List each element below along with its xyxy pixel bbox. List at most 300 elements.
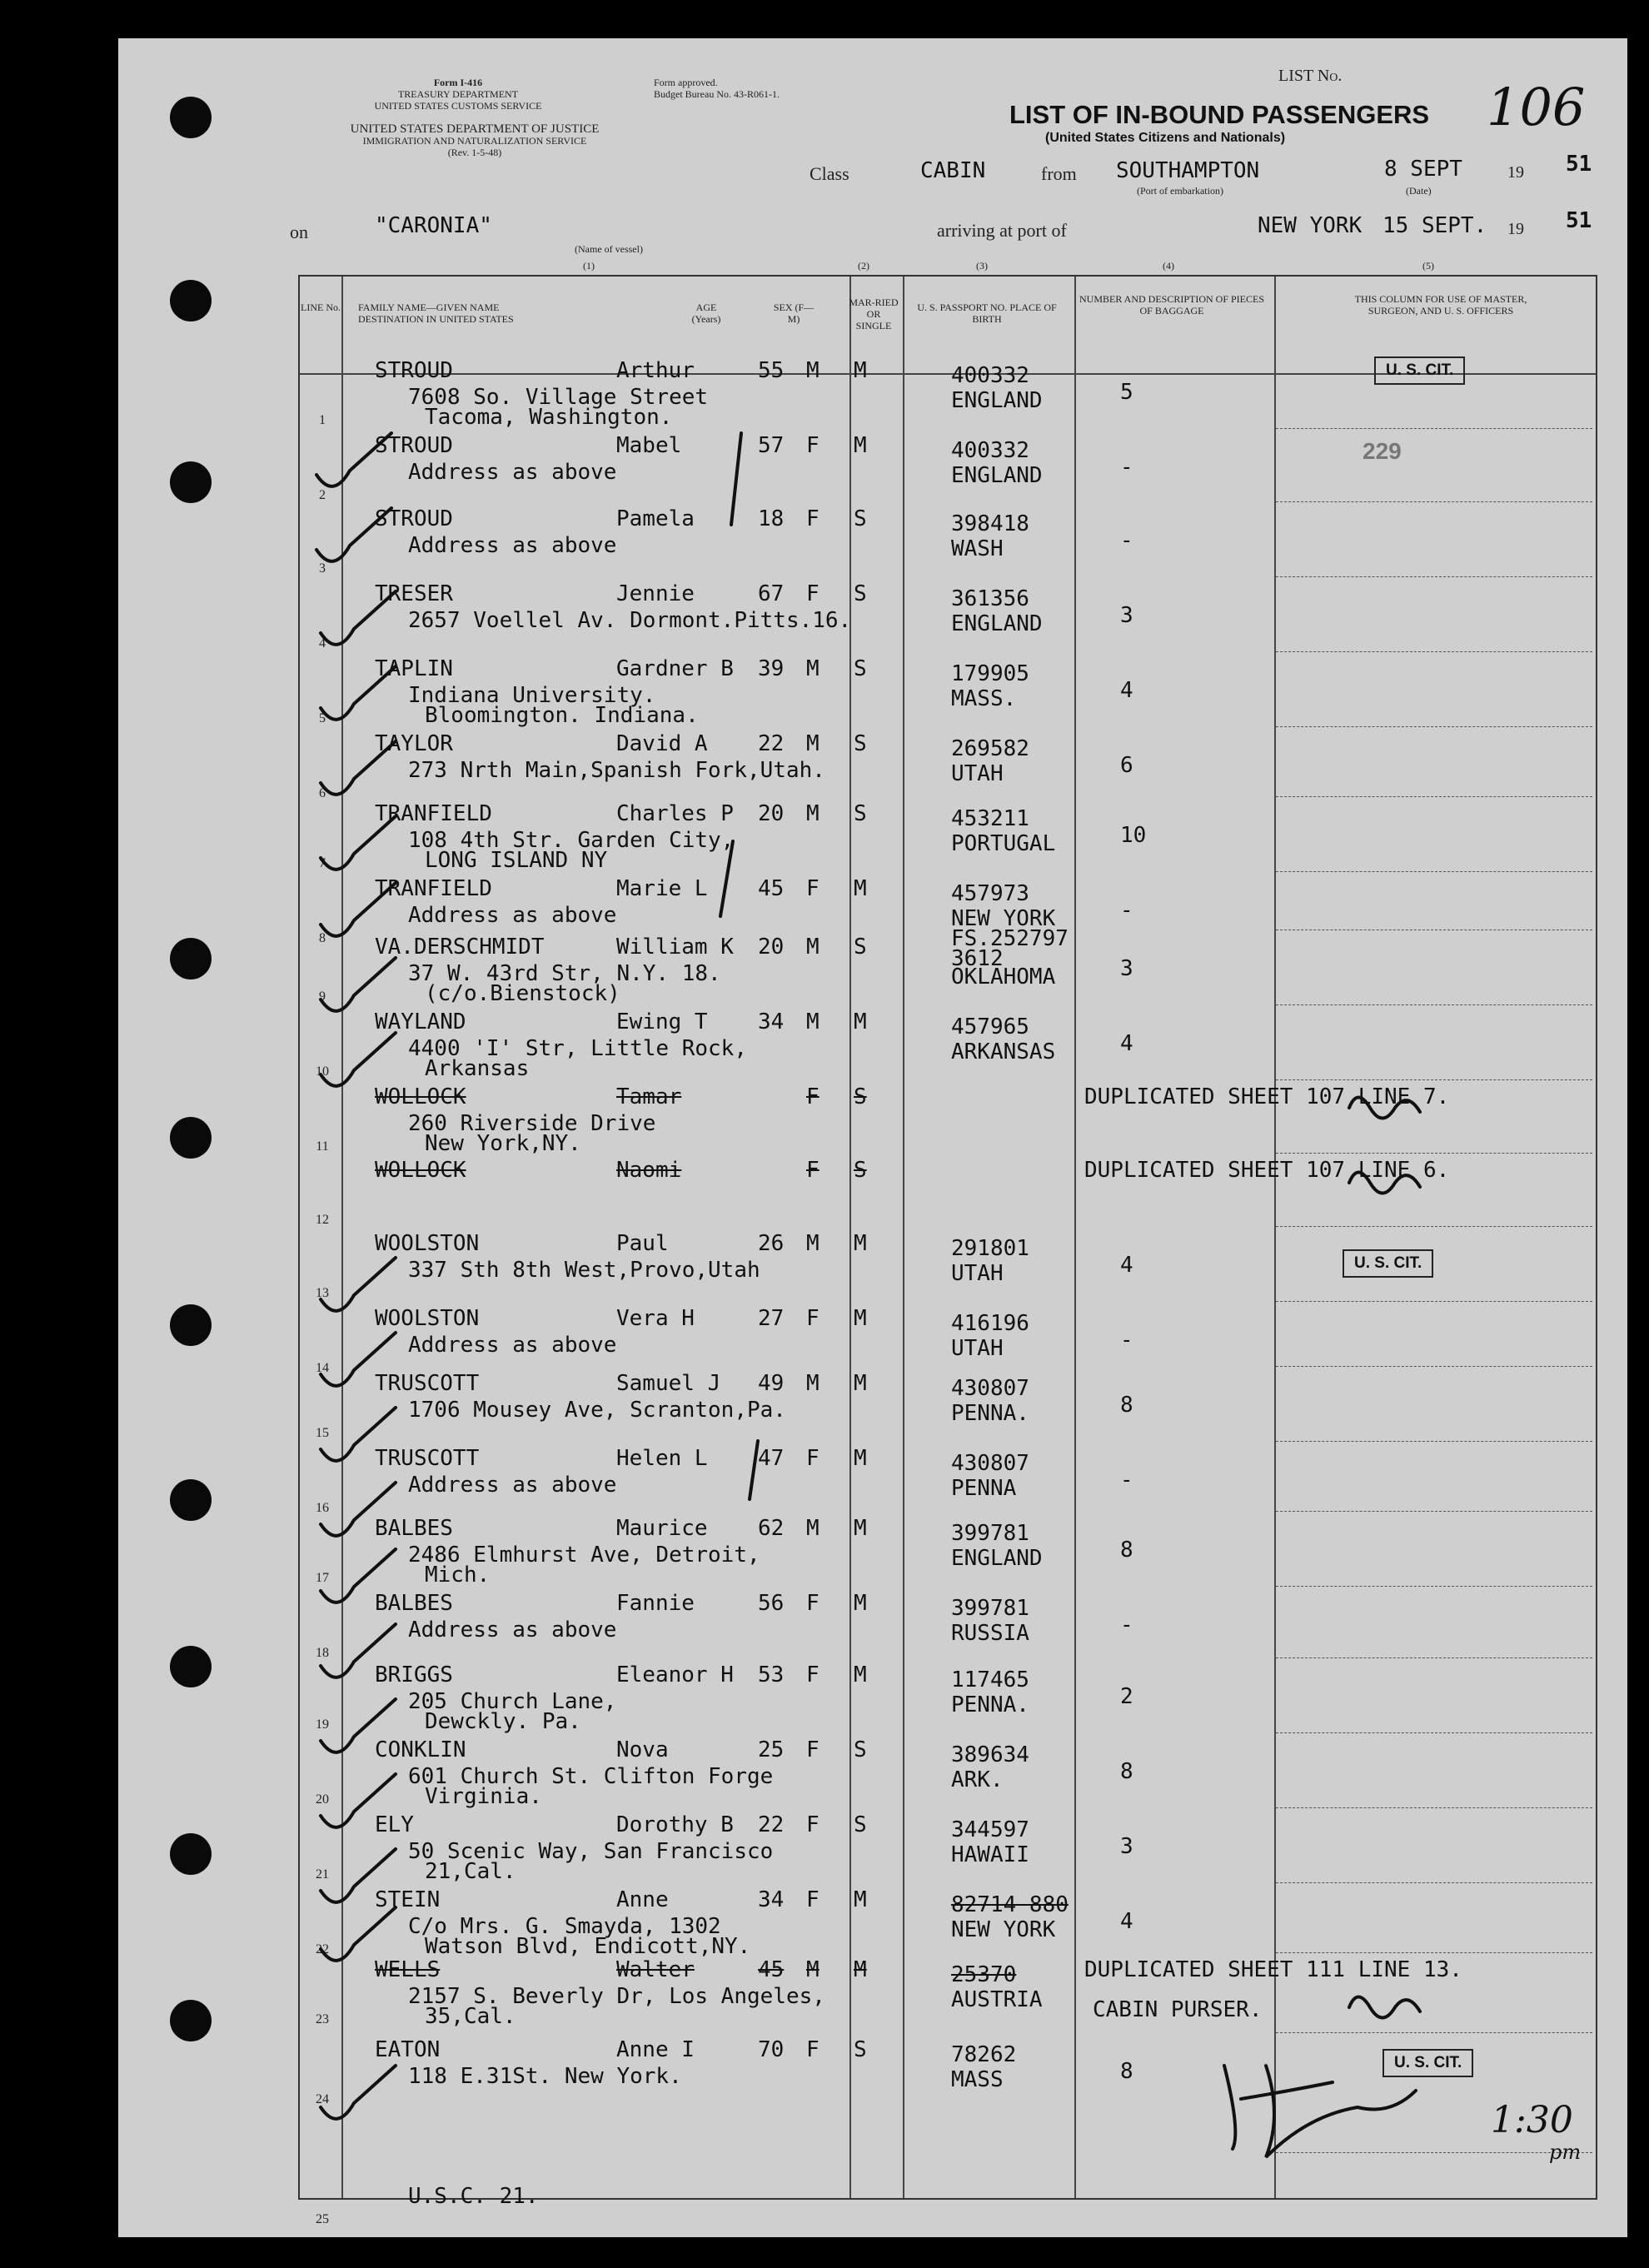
destination-address-line2: Watson Blvd, Endicott,NY.: [425, 1934, 751, 1959]
family-name: WOOLSTON: [375, 1306, 480, 1331]
marital-status: S: [854, 2037, 867, 2062]
departure-year: 51: [1566, 152, 1592, 177]
given-name: Ewing T: [616, 1009, 708, 1034]
arriving-label: arriving at port of: [937, 220, 1067, 241]
check-mark: [321, 1333, 396, 1386]
marital-status: M: [854, 358, 867, 383]
justice-label: UNITED STATES DEPARTMENT OF JUSTICE: [350, 122, 600, 136]
age: 20: [758, 801, 785, 826]
sex: F: [806, 1887, 820, 1912]
marital-status: S: [854, 801, 867, 826]
rev-label: (Rev. 1-5-48): [447, 147, 502, 158]
sex: M: [806, 1231, 820, 1256]
destination-address: C/o Mrs. G. Smayda, 1302: [408, 1914, 721, 1939]
arrival-date: 15 SEPT.: [1382, 213, 1487, 238]
place-of-birth: UTAH: [951, 1336, 1004, 1361]
destination-address-line2: Dewckly. Pa.: [425, 1709, 581, 1734]
line-number: 8: [319, 931, 326, 945]
line-number: 12: [316, 1213, 329, 1227]
family-name: TAYLOR: [375, 731, 453, 756]
baggage-count: 4: [1120, 1031, 1133, 1056]
line-number: 17: [316, 1571, 329, 1585]
place-of-birth: UTAH: [951, 761, 1004, 786]
destination-address: Address as above: [408, 1618, 617, 1642]
marital-status: M: [854, 1591, 867, 1616]
baggage-count: 8: [1120, 1759, 1133, 1784]
marital-status: M: [854, 1231, 867, 1256]
line-number: 13: [316, 1286, 329, 1300]
passport-number: 430807: [951, 1451, 1029, 1476]
sex: F: [806, 1591, 820, 1616]
passport-number: 269582: [951, 736, 1029, 761]
passport-number: 416196: [951, 1311, 1029, 1336]
given-name: Samuel J: [616, 1371, 721, 1396]
passport-number: 457965: [951, 1014, 1029, 1039]
budget-bureau: Budget Bureau No. 43-R061-1.: [654, 88, 780, 100]
destination-address: 601 Church St. Clifton Forge: [408, 1764, 774, 1789]
destination-address: 260 Riverside Drive: [408, 1111, 656, 1136]
col-name: FAMILY NAME—GIVEN NAME DESTINATION IN UNITED STATES: [358, 302, 514, 325]
initials-scribble: [1349, 1997, 1420, 2018]
baggage-count: -: [1120, 455, 1133, 480]
passport-number: 399781: [951, 1596, 1029, 1621]
line-number: 16: [316, 1501, 329, 1515]
check-mark: [321, 816, 396, 870]
us-cit-stamp: U. S. CIT.: [1382, 2049, 1473, 2077]
age: 57: [758, 433, 785, 458]
col-number-2: (2): [858, 260, 869, 272]
place-of-birth: ENGLAND: [951, 611, 1043, 636]
line-number: 15: [316, 1426, 329, 1440]
sex: M: [806, 656, 820, 681]
age: 25: [758, 1737, 785, 1762]
marital-status: M: [854, 1371, 867, 1396]
baggage-count: -: [1120, 528, 1133, 553]
baggage-count: 4: [1120, 1253, 1133, 1278]
baggage-count: 2: [1120, 1684, 1133, 1709]
passport-number: 78262: [951, 2042, 1017, 2067]
marital-status: M: [854, 876, 867, 901]
place-of-birth: WASH: [951, 536, 1004, 561]
col-officers: THIS COLUMN FOR USE OF MASTER, SURGEON, AND U. S. OFFICERS: [1354, 293, 1527, 317]
destination-address-line2: 35,Cal.: [425, 2004, 516, 2029]
sex: F: [806, 876, 820, 901]
place-of-birth: ARK.: [951, 1767, 1004, 1792]
destination-address: 50 Scenic Way, San Francisco: [408, 1839, 774, 1864]
family-name: TRUSCOTT: [375, 1371, 480, 1396]
destination-address: 2157 S. Beverly Dr, Los Angeles,: [408, 1984, 825, 2009]
baggage-count: 3: [1120, 1834, 1133, 1859]
baggage-count: 8: [1120, 2059, 1133, 2084]
passport-number: 453211: [951, 806, 1029, 831]
date-caption: (Date): [1406, 185, 1432, 197]
age: 62: [758, 1516, 785, 1541]
age: 53: [758, 1662, 785, 1687]
sex: M: [806, 358, 820, 383]
family-name: WOLLOCK: [375, 1158, 466, 1183]
check-mark: [321, 1033, 396, 1086]
destination-address-line2: New York,NY.: [425, 1131, 581, 1156]
family-name: ELY: [375, 1812, 414, 1837]
marital-status: S: [854, 935, 867, 960]
baggage-count: -: [1120, 1328, 1133, 1353]
check-mark: [321, 1849, 396, 1902]
marital-status: M: [854, 1887, 867, 1912]
sex: M: [806, 935, 820, 960]
age: 67: [758, 581, 785, 606]
destination-address: 4400 'I' Str, Little Rock,: [408, 1036, 747, 1061]
officer-signature: [1224, 2066, 1416, 2157]
sex: F: [806, 1812, 820, 1837]
initials-scribble: [1349, 1098, 1420, 1119]
check-mark: [316, 433, 391, 486]
baggage-count: -: [1120, 898, 1133, 923]
given-name: Anne: [616, 1887, 669, 1912]
arrival-year-prefix: 19: [1507, 220, 1524, 238]
marital-status: S: [854, 1084, 867, 1109]
check-mark: [321, 1408, 396, 1461]
destination-address-line2: (c/o.Bienstock): [425, 981, 620, 1006]
baggage-count: 8: [1120, 1538, 1133, 1563]
sex: F: [806, 1446, 820, 1471]
family-name: STEIN: [375, 1887, 441, 1912]
place-of-birth: ARKANSAS: [951, 1039, 1056, 1064]
age: 47: [758, 1446, 785, 1471]
col-passport: U. S. PASSPORT NO. PLACE OF BIRTH: [917, 302, 1057, 325]
time-suffix: pm: [1549, 2141, 1582, 2164]
line-number: 7: [319, 856, 326, 870]
marital-status: M: [854, 1516, 867, 1541]
col-baggage: NUMBER AND DESCRIPTION OF PIECES OF BAGGAGE: [1079, 293, 1265, 317]
line-number: 4: [319, 636, 326, 650]
line-number: 21: [316, 1867, 329, 1882]
sex: M: [806, 731, 820, 756]
col-number-5: (5): [1422, 260, 1434, 272]
port-of-embarkation: SOUTHAMPTON: [1116, 158, 1260, 183]
given-name: Marie L: [616, 876, 708, 901]
given-name: Charles P: [616, 801, 734, 826]
class-value: CABIN: [920, 158, 986, 183]
family-name: BALBES: [375, 1516, 453, 1541]
duplicate-note: DUPLICATED SHEET 111 LINE 13.: [1084, 1957, 1462, 1982]
age: 34: [758, 1887, 785, 1912]
place-of-birth: ENGLAND: [951, 463, 1043, 488]
given-name: Dorothy B: [616, 1812, 734, 1837]
marital-status: M: [854, 1446, 867, 1471]
col-line-no: LINE No.: [301, 302, 341, 313]
marital-status: M: [854, 1957, 867, 1982]
passport-number: 82714 880: [951, 1892, 1069, 1917]
family-name: WOOLSTON: [375, 1231, 480, 1256]
age: 45: [758, 876, 785, 901]
form-approved: Form approved.: [654, 77, 718, 88]
given-name: Helen L: [616, 1446, 708, 1471]
sex: F: [806, 506, 820, 531]
place-of-birth: AUSTRIA: [951, 1987, 1043, 2012]
check-mark: [321, 591, 396, 645]
destination-address-line2: LONG ISLAND NY: [425, 848, 608, 873]
place-of-birth: OKLAHOMA: [951, 965, 1056, 989]
destination-address: U.S.C. 21.: [408, 2184, 539, 2209]
pen-stroke: [731, 433, 741, 525]
marital-status: S: [854, 656, 867, 681]
arrival-year: 51: [1566, 208, 1592, 233]
destination-address: Indiana University.: [408, 683, 656, 708]
sex: M: [806, 801, 820, 826]
destination-address: Address as above: [408, 460, 617, 485]
initials-scribble: [1349, 1173, 1420, 1194]
line-number: 6: [319, 786, 326, 800]
given-name: Arthur: [616, 358, 695, 383]
age: 49: [758, 1371, 785, 1396]
departure-year-prefix: 19: [1507, 163, 1524, 182]
vessel-caption: (Name of vessel): [575, 243, 643, 255]
destination-address: 37 W. 43rd Str, N.Y. 18.: [408, 961, 721, 986]
line-number: 1: [319, 413, 326, 427]
place-of-birth: RUSSIA: [951, 1621, 1029, 1646]
marital-status: S: [854, 581, 867, 606]
sex: F: [806, 1662, 820, 1687]
family-name: CONKLIN: [375, 1737, 466, 1762]
line-number: 18: [316, 1646, 329, 1660]
given-name: Eleanor H: [616, 1662, 734, 1687]
age: 27: [758, 1306, 785, 1331]
passport-number: 179905: [951, 661, 1029, 686]
place-of-birth: MASS.: [951, 686, 1017, 711]
treasury-label: TREASURY DEPARTMENT: [397, 88, 519, 100]
place-of-birth: HAWAII: [951, 1842, 1029, 1867]
from-label: from: [1041, 163, 1077, 184]
customs-label: UNITED STATES CUSTOMS SERVICE: [374, 100, 542, 112]
destination-address: 205 Church Lane,: [408, 1689, 617, 1714]
line-number: 25: [316, 2212, 329, 2226]
place-of-birth: PORTUGAL: [951, 831, 1056, 856]
place-of-birth: NEW YORK: [951, 1917, 1056, 1942]
place-of-birth: ENGLAND: [951, 388, 1043, 413]
given-name: Walter: [616, 1957, 695, 1982]
age: 70: [758, 2037, 785, 2062]
baggage-count: -: [1120, 1468, 1133, 1493]
duplicate-note: DUPLICATED SHEET 107 LINE 7.: [1084, 1084, 1450, 1109]
check-mark: [321, 2066, 396, 2119]
destination-address-line2: Arkansas: [425, 1056, 530, 1081]
passport-number: 400332: [951, 438, 1029, 463]
vessel-name: "CARONIA": [375, 213, 492, 238]
sex: F: [806, 1306, 820, 1331]
family-name: EATON: [375, 2037, 441, 2062]
check-mark: [316, 508, 391, 561]
check-mark: [321, 1258, 396, 1311]
destination-address: Address as above: [408, 533, 617, 558]
departure-date: 8 SEPT: [1384, 157, 1462, 182]
line-number: 24: [316, 2092, 329, 2106]
baggage-count: 4: [1120, 1909, 1133, 1934]
place-of-birth: NEW YORK: [951, 906, 1056, 931]
passport-number: 291801: [951, 1236, 1029, 1261]
check-mark: [321, 1699, 396, 1752]
check-mark: [321, 1907, 396, 1961]
cabin-purser-note: CABIN PURSER.: [1093, 1997, 1263, 2022]
stamp-number: 229: [1363, 438, 1402, 464]
line-number: 5: [319, 711, 326, 725]
check-mark: [321, 1624, 396, 1677]
marital-status: M: [854, 1009, 867, 1034]
destination-address: 1706 Mousey Ave, Scranton,Pa.: [408, 1398, 786, 1423]
sex: M: [806, 1957, 820, 1982]
given-name: Anne I: [616, 2037, 695, 2062]
destination-address: Address as above: [408, 903, 617, 928]
sex: F: [806, 1084, 820, 1109]
line-number: 19: [316, 1717, 329, 1732]
age: 22: [758, 731, 785, 756]
form-subtitle: (United States Citizens and Nationals): [1045, 131, 1286, 145]
family-name: STROUD: [375, 358, 453, 383]
baggage-count: 5: [1120, 380, 1133, 405]
age: 56: [758, 1591, 785, 1616]
age: 45: [758, 1957, 785, 1982]
place-of-birth: MASS: [951, 2067, 1004, 2092]
marital-status: S: [854, 1812, 867, 1837]
passport-number: 398418: [951, 511, 1029, 536]
family-name: TRANFIELD: [375, 801, 492, 826]
family-name: WOLLOCK: [375, 1084, 466, 1109]
check-mark: [321, 666, 396, 720]
destination-address-line2: Virginia.: [425, 1784, 542, 1809]
check-mark: [321, 741, 396, 795]
age: 22: [758, 1812, 785, 1837]
baggage-count: 10: [1120, 823, 1147, 848]
age: 26: [758, 1231, 785, 1256]
line-number: 11: [316, 1139, 329, 1154]
destination-address-line2: Bloomington. Indiana.: [425, 703, 699, 728]
given-name: Jennie: [616, 581, 695, 606]
us-cit-stamp: U. S. CIT.: [1343, 1249, 1433, 1278]
passport-number: 430807: [951, 1376, 1029, 1401]
age: 55: [758, 358, 785, 383]
line-number: 2: [319, 488, 326, 502]
line-number: 3: [319, 561, 326, 576]
family-name: TRANFIELD: [375, 876, 492, 901]
sex: F: [806, 1158, 820, 1183]
sex: M: [806, 1516, 820, 1541]
family-name: TRESER: [375, 581, 453, 606]
given-name: William K: [616, 935, 734, 960]
age: 39: [758, 656, 785, 681]
destination-address-line2: Tacoma, Washington.: [425, 405, 673, 430]
col-married: MAR-RIED OR SINGLE: [849, 297, 899, 331]
passport-number-alt: 3612: [951, 946, 1004, 971]
col-number-1: (1): [583, 260, 595, 272]
marital-status: S: [854, 731, 867, 756]
sex: F: [806, 2037, 820, 2062]
form-title: LIST OF IN-BOUND PASSENGERS: [1009, 100, 1430, 129]
given-name: Tamar: [616, 1084, 682, 1109]
destination-address: Address as above: [408, 1333, 617, 1358]
duplicate-note: DUPLICATED SHEET 107 LINE 6.: [1084, 1158, 1450, 1183]
col-age: AGE (Years): [691, 302, 721, 325]
family-name: TAPLIN: [375, 656, 453, 681]
place-of-birth: PENNA.: [951, 1401, 1029, 1426]
baggage-count: 3: [1120, 956, 1133, 981]
destination-address: 337 Sth 8th West,Provo,Utah: [408, 1258, 760, 1283]
check-mark: [321, 883, 396, 936]
marital-status: S: [854, 506, 867, 531]
family-name: STROUD: [375, 506, 453, 531]
given-name: David A: [616, 731, 708, 756]
destination-address: 273 Nrth Main,Spanish Fork,Utah.: [408, 758, 825, 783]
destination-address: 2486 Elmhurst Ave, Detroit,: [408, 1543, 760, 1568]
line-number: 23: [316, 2012, 329, 2026]
port-caption: (Port of embarkation): [1137, 185, 1223, 197]
age: 18: [758, 506, 785, 531]
baggage-count: 4: [1120, 678, 1133, 703]
given-name: Gardner B: [616, 656, 734, 681]
destination-address: Address as above: [408, 1473, 617, 1498]
sex: F: [806, 1737, 820, 1762]
check-mark: [321, 1774, 396, 1827]
destination-address: 118 E.31St. New York.: [408, 2064, 682, 2089]
marital-status: M: [854, 1662, 867, 1687]
pen-stroke: [720, 841, 733, 916]
check-mark: [321, 1549, 396, 1603]
line-number: 22: [316, 1942, 329, 1956]
baggage-count: 8: [1120, 1393, 1133, 1418]
family-name: WELLS: [375, 1957, 441, 1982]
marital-status: M: [854, 1306, 867, 1331]
passport-number: 361356: [951, 586, 1029, 611]
passport-number: 117465: [951, 1667, 1029, 1692]
sex: M: [806, 1371, 820, 1396]
given-name: Paul: [616, 1231, 669, 1256]
passport-number: 344597: [951, 1817, 1029, 1842]
line-number: 20: [316, 1792, 329, 1807]
family-name: STROUD: [375, 433, 453, 458]
family-name: BALBES: [375, 1591, 453, 1616]
line-number: 9: [319, 989, 326, 1004]
given-name: Naomi: [616, 1158, 682, 1183]
marital-status: S: [854, 1737, 867, 1762]
family-name: BRIGGS: [375, 1662, 453, 1687]
passport-number: 457973: [951, 881, 1029, 906]
family-name: VA.DERSCHMIDT: [375, 935, 545, 960]
col-sex: SEX (F—M): [773, 302, 815, 325]
baggage-count: 3: [1120, 603, 1133, 628]
time-note: 1:30: [1491, 2099, 1573, 2141]
line-number: 14: [316, 1361, 329, 1375]
place-of-birth: UTAH: [951, 1261, 1004, 1286]
destination-address: 7608 So. Village Street: [408, 385, 709, 410]
passport-number: 399781: [951, 1521, 1029, 1546]
check-mark: [321, 1483, 396, 1536]
destination-address: 108 4th Str. Garden City,: [408, 828, 735, 853]
place-of-birth: ENGLAND: [951, 1546, 1043, 1571]
ins-label: IMMIGRATION AND NATURALIZATION SERVICE: [362, 135, 587, 147]
sex: M: [806, 1009, 820, 1034]
given-name: Mabel: [616, 433, 682, 458]
pen-stroke: [750, 1441, 758, 1499]
col-number-4: (4): [1163, 260, 1174, 272]
form-number: Form I-416: [433, 77, 483, 88]
family-name: TRUSCOTT: [375, 1446, 480, 1471]
destination-address-line2: 21,Cal.: [425, 1859, 516, 1884]
given-name: Nova: [616, 1737, 669, 1762]
sex: F: [806, 581, 820, 606]
baggage-count: -: [1120, 1613, 1133, 1637]
given-name: Vera H: [616, 1306, 695, 1331]
passport-number: FS.252797: [951, 926, 1069, 951]
passport-number: 389634: [951, 1742, 1029, 1767]
marital-status: M: [854, 433, 867, 458]
